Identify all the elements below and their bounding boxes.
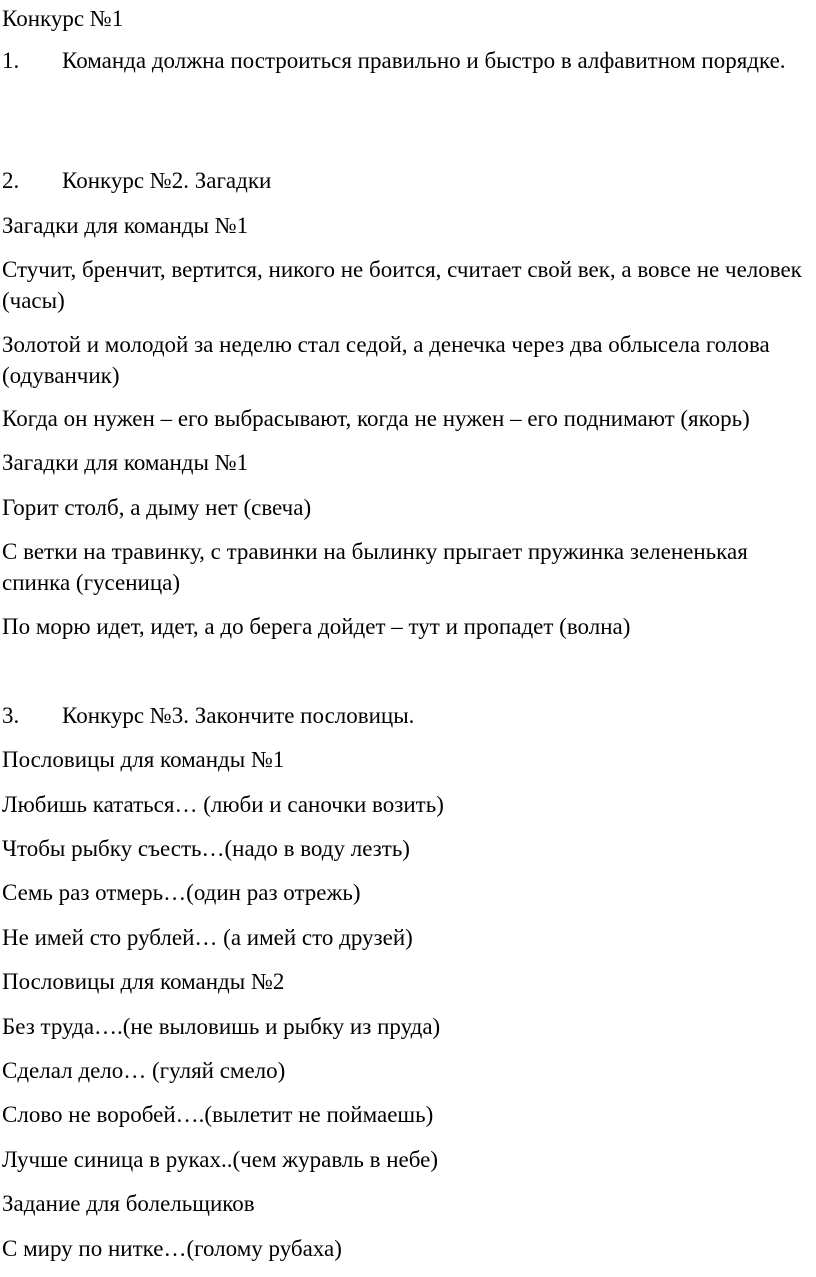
numbered-item-3 (2, 700, 814, 731)
riddle-item: Когда он нужен – его выбрасывают, когда не нужен – его поднимают (якорь) (2, 406, 750, 431)
fans-task-heading: Задание для болельщиков (2, 1191, 255, 1216)
proverbs-team2-heading: Пословицы для команды №2 (2, 969, 285, 994)
riddle-item: С ветки на травинку, с травинки на былинку прыгает пружинка зелененькая спинка (гусеница) (2, 539, 748, 595)
numbered-item-1 (2, 45, 814, 76)
proverb-item: Семь раз отмерь…(один раз отрежь) (2, 880, 361, 905)
item-text: Конкурс №2. Загадки (62, 168, 272, 193)
item-text: Конкурс №3. Закончите пословицы. (62, 703, 415, 728)
proverb-item: Без труда….(не выловишь и рыбку из пруда) (2, 1014, 441, 1039)
proverb-item: Слово не воробей….(вылетит не поймаешь) (2, 1102, 434, 1127)
riddle-item: Золотой и молодой за неделю стал седой, а денечка через два облысела голова (одуванчик) (2, 332, 770, 388)
item-number: 3. (2, 703, 20, 728)
proverb-item: Чтобы рыбку съесть…(надо в воду лезть) (2, 836, 410, 861)
riddle-item: Горит столб, а дыму нет (свеча) (2, 495, 312, 520)
riddles-team2-heading: Загадки для команды №1 (2, 450, 249, 475)
proverbs-team1-heading: Пословицы для команды №1 (2, 747, 285, 772)
riddle-item: По морю идет, идет, а до берега дойдет – тут и пропадет (волна) (2, 614, 631, 639)
riddle-item: Стучит, бренчит, вертится, никого не боится, считает свой век, а вовсе не человек (часы) (2, 257, 802, 313)
item-number: 2. (2, 168, 20, 193)
proverb-item: Не имей сто рублей… (а имей сто друзей) (2, 925, 413, 950)
proverb-item: С миру по нитке…(голому рубаха) (2, 1236, 342, 1261)
proverb-item: Лучше синица в руках..(чем журавль в небе) (2, 1147, 439, 1172)
riddles-team1-heading: Загадки для команды №1 (2, 213, 249, 238)
proverb-item: Сделал дело… (гуляй смело) (2, 1058, 286, 1083)
proverb-item: Любишь кататься… (люби и саночки возить) (2, 792, 444, 817)
item-number: 1. (2, 48, 20, 73)
numbered-item-2 (2, 165, 814, 196)
item-text: Команда должна построиться правильно и быстро в алфавитном порядке. (62, 48, 786, 73)
contest-1-title: Конкурс №1 (2, 6, 124, 31)
